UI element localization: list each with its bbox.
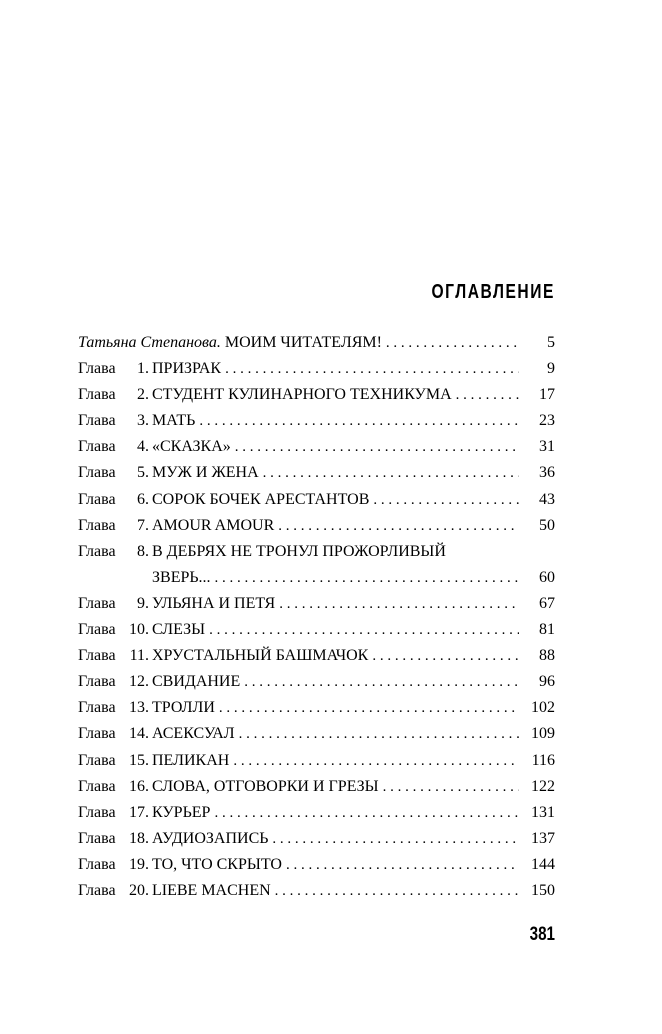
chapter-label: Глава 18. <box>78 829 149 847</box>
chapter-label: Глава 3. <box>78 412 149 430</box>
chapter-label: Глава 1. <box>78 360 149 378</box>
toc-row <box>78 878 555 904</box>
dot-leader <box>263 460 519 486</box>
toc-page-number: 67 <box>539 594 555 612</box>
toc-row <box>78 356 555 382</box>
chapter-label: Глава 8. <box>78 542 149 560</box>
chapter-label: Глава 13. <box>78 699 149 717</box>
chapter-title: ТО, ЧТО СКРЫТО <box>152 855 282 873</box>
chapter-label: Глава 17. <box>78 803 149 821</box>
chapter-title: СВИДАНИЕ <box>152 673 241 691</box>
table-of-contents <box>78 330 555 904</box>
chapter-title: В ДЕБРЯХ НЕ ТРОНУЛ ПРОЖОРЛИВЫЙ <box>152 542 446 560</box>
chapter-title: «СКАЗКА» <box>152 438 231 456</box>
chapter-title: LIEBE MACHEN <box>152 881 271 899</box>
toc-row <box>78 617 555 643</box>
dot-leader <box>278 513 519 539</box>
dot-leader <box>209 617 519 643</box>
chapter-label: Глава 19. <box>78 855 149 873</box>
toc-page-number: 43 <box>539 490 555 508</box>
toc-page-number: 9 <box>547 360 555 378</box>
dot-leader <box>199 408 519 434</box>
toc-row <box>78 460 555 486</box>
dot-leader <box>235 434 519 460</box>
chapter-title: МУЖ И ЖЕНА <box>152 464 259 482</box>
chapter-title: ПРИЗРАК <box>152 360 222 378</box>
toc-row <box>78 826 555 852</box>
toc-row <box>78 774 555 800</box>
toc-page-number: 23 <box>539 412 555 430</box>
toc-page-number: 137 <box>531 829 555 847</box>
toc-page-number: 31 <box>539 438 555 456</box>
chapter-title-continuation: ЗВЕРЬ... <box>152 568 211 586</box>
toc-page-number: 150 <box>531 881 555 899</box>
toc-page-number: 88 <box>539 647 555 665</box>
chapter-label: Глава 5. <box>78 464 149 482</box>
toc-page-number: 81 <box>539 621 555 639</box>
toc-page-number: 50 <box>539 516 555 534</box>
toc-row <box>78 721 555 747</box>
chapter-label: Глава 16. <box>78 777 149 795</box>
dot-leader <box>244 669 519 695</box>
toc-row <box>78 539 555 565</box>
chapter-title: СТУДЕНТ КУЛИНАРНОГО ТЕХНИКУМА <box>152 386 452 404</box>
toc-page-number: 122 <box>531 777 555 795</box>
dot-leader <box>214 800 519 826</box>
toc-row <box>78 382 555 408</box>
toc-intro-row <box>78 330 555 356</box>
chapter-label: Глава 7. <box>78 516 149 534</box>
toc-row <box>78 695 555 721</box>
toc-page-number: 5 <box>547 334 555 351</box>
chapter-title: ХРУСТАЛЬНЫЙ БАШМАЧОК <box>152 647 369 665</box>
dot-leader <box>272 826 519 852</box>
toc-row <box>78 643 555 669</box>
chapter-title: АУДИОЗАПИСЬ <box>152 829 269 847</box>
toc-page-number: 109 <box>531 725 555 743</box>
dot-leader <box>225 356 519 382</box>
chapter-label: Глава 20. <box>78 881 149 899</box>
chapter-title: МАТЬ <box>152 412 196 430</box>
toc-page-number: 116 <box>531 751 555 769</box>
chapter-title: АСЕКСУАЛ <box>152 725 235 743</box>
chapter-title: КУРЬЕР <box>152 803 211 821</box>
page-number: 381 <box>529 924 555 945</box>
dot-leader <box>239 721 519 747</box>
chapter-title: AMOUR AMOUR <box>152 516 275 534</box>
toc-row <box>78 513 555 539</box>
toc-row <box>78 487 555 513</box>
chapter-label: Глава 12. <box>78 673 149 691</box>
chapter-label: Глава 10. <box>78 621 149 639</box>
chapter-title: ТРОЛЛИ <box>152 699 215 717</box>
dot-leader <box>373 487 519 513</box>
chapter-title: ПЕЛИКАН <box>152 751 230 769</box>
toc-row <box>78 434 555 460</box>
chapter-title: СОРОК БОЧЕК АРЕСТАНТОВ <box>152 490 370 508</box>
toc-row <box>78 748 555 774</box>
dot-leader <box>215 565 519 591</box>
toc-row <box>78 408 555 434</box>
dot-leader <box>286 852 519 878</box>
toc-row <box>78 669 555 695</box>
dot-leader <box>386 330 519 356</box>
chapter-label: Глава 2. <box>78 386 149 404</box>
toc-row-continuation <box>78 565 555 591</box>
dot-leader <box>233 748 519 774</box>
toc-page-number: 144 <box>531 855 555 873</box>
toc-page-number: 17 <box>539 386 555 404</box>
dot-leader <box>219 695 519 721</box>
dot-leader <box>275 878 519 904</box>
toc-page-number: 131 <box>531 803 555 821</box>
chapter-label: Глава 11. <box>78 647 149 665</box>
chapter-label: Глава 6. <box>78 490 149 508</box>
toc-page-number: 36 <box>539 464 555 482</box>
dot-leader <box>279 591 519 617</box>
toc-row <box>78 591 555 617</box>
toc-row <box>78 852 555 878</box>
dot-leader <box>372 643 519 669</box>
chapter-title: УЛЬЯНА И ПЕТЯ <box>152 594 276 612</box>
chapter-label: Глава 14. <box>78 725 149 743</box>
toc-intro-text: МОИМ ЧИТАТЕЛЯМ! <box>224 334 382 351</box>
chapter-label: Глава 9. <box>78 594 149 612</box>
toc-page-number: 102 <box>531 699 555 717</box>
dot-leader <box>456 382 519 408</box>
page-title: ОГЛАВЛЕНИЕ <box>431 281 555 303</box>
chapter-label: Глава 4. <box>78 438 149 456</box>
toc-intro-title <box>78 330 382 356</box>
toc-page-number: 60 <box>539 568 555 586</box>
toc-intro-author: Татьяна Степанова. <box>78 334 221 351</box>
toc-page-number: 96 <box>539 673 555 691</box>
chapter-title: СЛОВА, ОТГОВОРКИ И ГРЕЗЫ <box>152 777 379 795</box>
toc-row <box>78 800 555 826</box>
dot-leader <box>383 774 519 800</box>
chapter-title: СЛЕЗЫ <box>152 621 206 639</box>
chapter-label: Глава 15. <box>78 751 149 769</box>
